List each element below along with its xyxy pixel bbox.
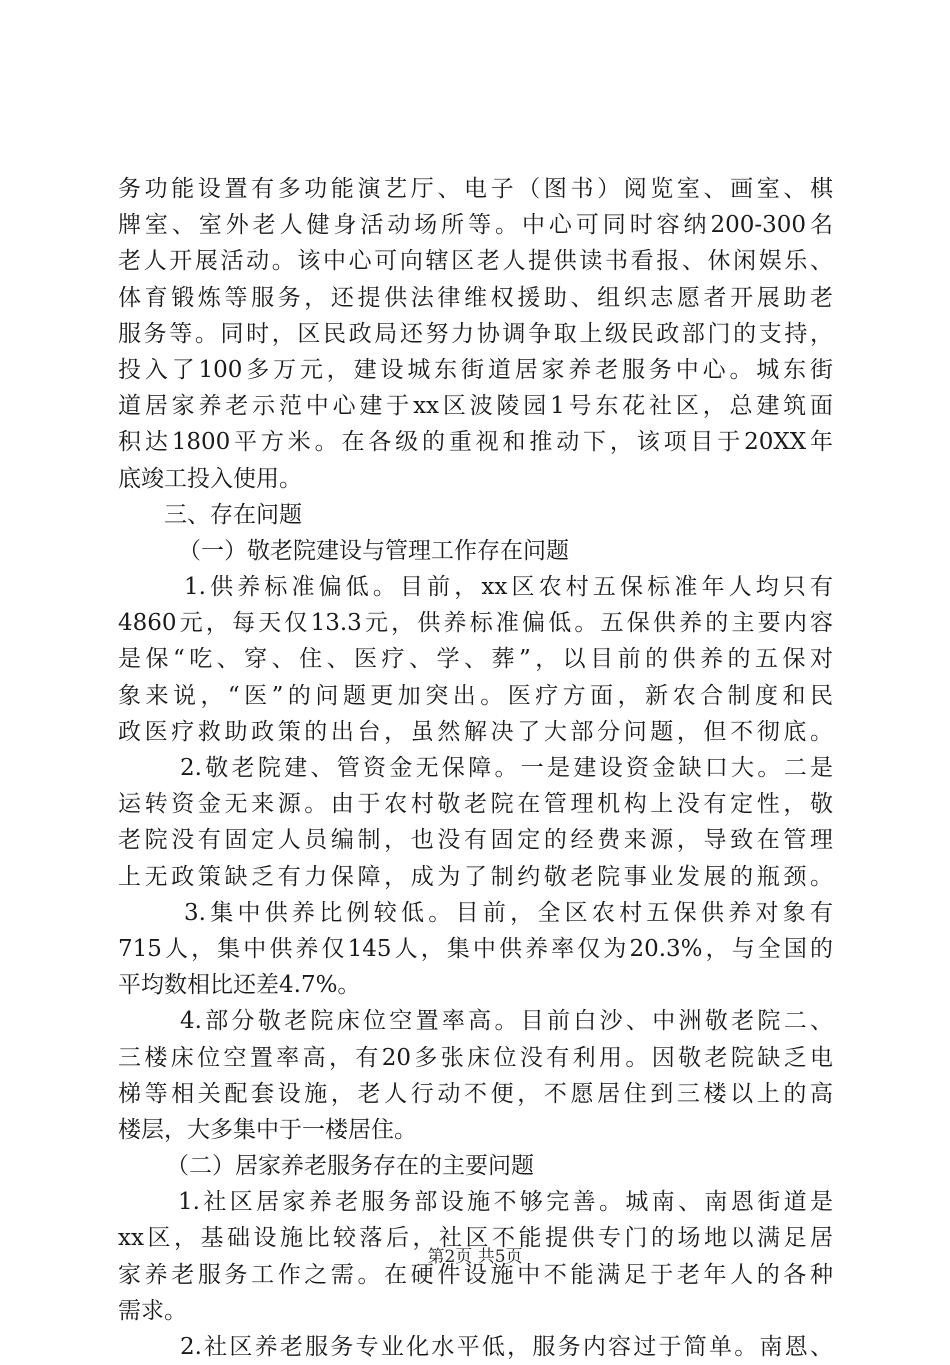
text-line: 道居家养老示范中心建于xx区波陵园1号东花社区，总建筑面 [118,393,833,420]
text-line: 投入了100多万元，建设城东街道居家养老服务中心。城东街 [118,356,833,383]
subsection-heading: （一）敬老院建设与管理工作存在问题 [178,537,569,564]
document-body [118,171,833,1365]
text-line: 牌室、室外老人健身活动场所等。中心可同时容纳200-300名 [118,212,833,239]
text-line: 积达1800平方米。在各级的重视和推动下，该项目于20XX年 [118,429,833,456]
text-line: 上无政策缺乏有力保障，成为了制约敬老院事业发展的瓶颈。 [118,863,833,890]
text-line: 1.供养标准偏低。目前，xx区农村五保标准年人均只有 [184,574,833,601]
text-line: 运转资金无来源。由于农村敬老院在管理机构上没有定性，敬 [118,791,833,818]
text-line: 715人，集中供养仅145人，集中供养率仅为20.3%，与全国的 [118,935,833,962]
text-line: 2.社区养老服务专业化水平低，服务内容过于简单。南恩、 [180,1334,833,1360]
text-line: 老院没有固定人员编制，也没有固定的经费来源，导致在管理 [118,827,833,854]
text-line: 楼层，大多集中于一楼居住。 [118,1116,417,1143]
text-line: 家养老服务工作之需。在硬件设施中不能满足于老年人的各种 [118,1261,833,1288]
text-line: 体育锻炼等服务，还提供法律维权援助、组织志愿者开展助老 [118,284,833,311]
text-line: 服务等。同时，区民政局还努力协调争取上级民政部门的支持， [118,320,833,347]
text-line: 三楼床位空置率高，有20多张床位没有利用。因敬老院缺乏电 [118,1044,833,1071]
text-line: 梯等相关配套设施，老人行动不便，不愿居住到三楼以上的高 [118,1080,833,1107]
text-line: 4860元，每天仅13.3元，供养标准偏低。五保供养的主要内容 [118,610,833,637]
text-line: 1.社区居家养老服务部设施不够完善。城南、南恩街道是 [178,1189,833,1216]
text-line: 平均数相比还差4.7%。 [118,972,361,999]
text-line: 务功能设置有多功能演艺厅、电子（图书）阅览室、画室、棋 [118,176,833,202]
text-line: 2.敬老院建、管资金无保障。一是建设资金缺口大。二是 [180,755,833,781]
text-line: 底竣工投入使用。 [118,465,302,492]
text-line: 4.部分敬老院床位空置率高。目前白沙、中洲敬老院二、 [180,1008,833,1035]
text-line: 象来说，“医”的问题更加突出。医疗方面，新农合制度和民 [118,682,833,709]
text-line: 政医疗救助政策的出台，虽然解决了大部分问题，但不彻底。 [118,718,833,745]
text-line: 需求。 [118,1297,187,1324]
text-line: 是保“吃、穿、住、医疗、学、葬”，以目前的供养的五保对 [118,646,833,673]
subsection-heading: （二）居家养老服务存在的主要问题 [166,1153,534,1180]
section-heading: 三、存在问题 [164,501,302,528]
text-line: 3.集中供养比例较低。目前，全区农村五保供养对象有 [184,899,833,926]
text-line: 老人开展活动。该中心可向辖区老人提供读书看报、休闲娱乐、 [118,248,833,275]
page-number-footer: 第2页 共5页 [427,1247,523,1267]
text-line: xx区，基础设施比较落后，社区不能提供专门的场地以满足居 [118,1225,833,1252]
